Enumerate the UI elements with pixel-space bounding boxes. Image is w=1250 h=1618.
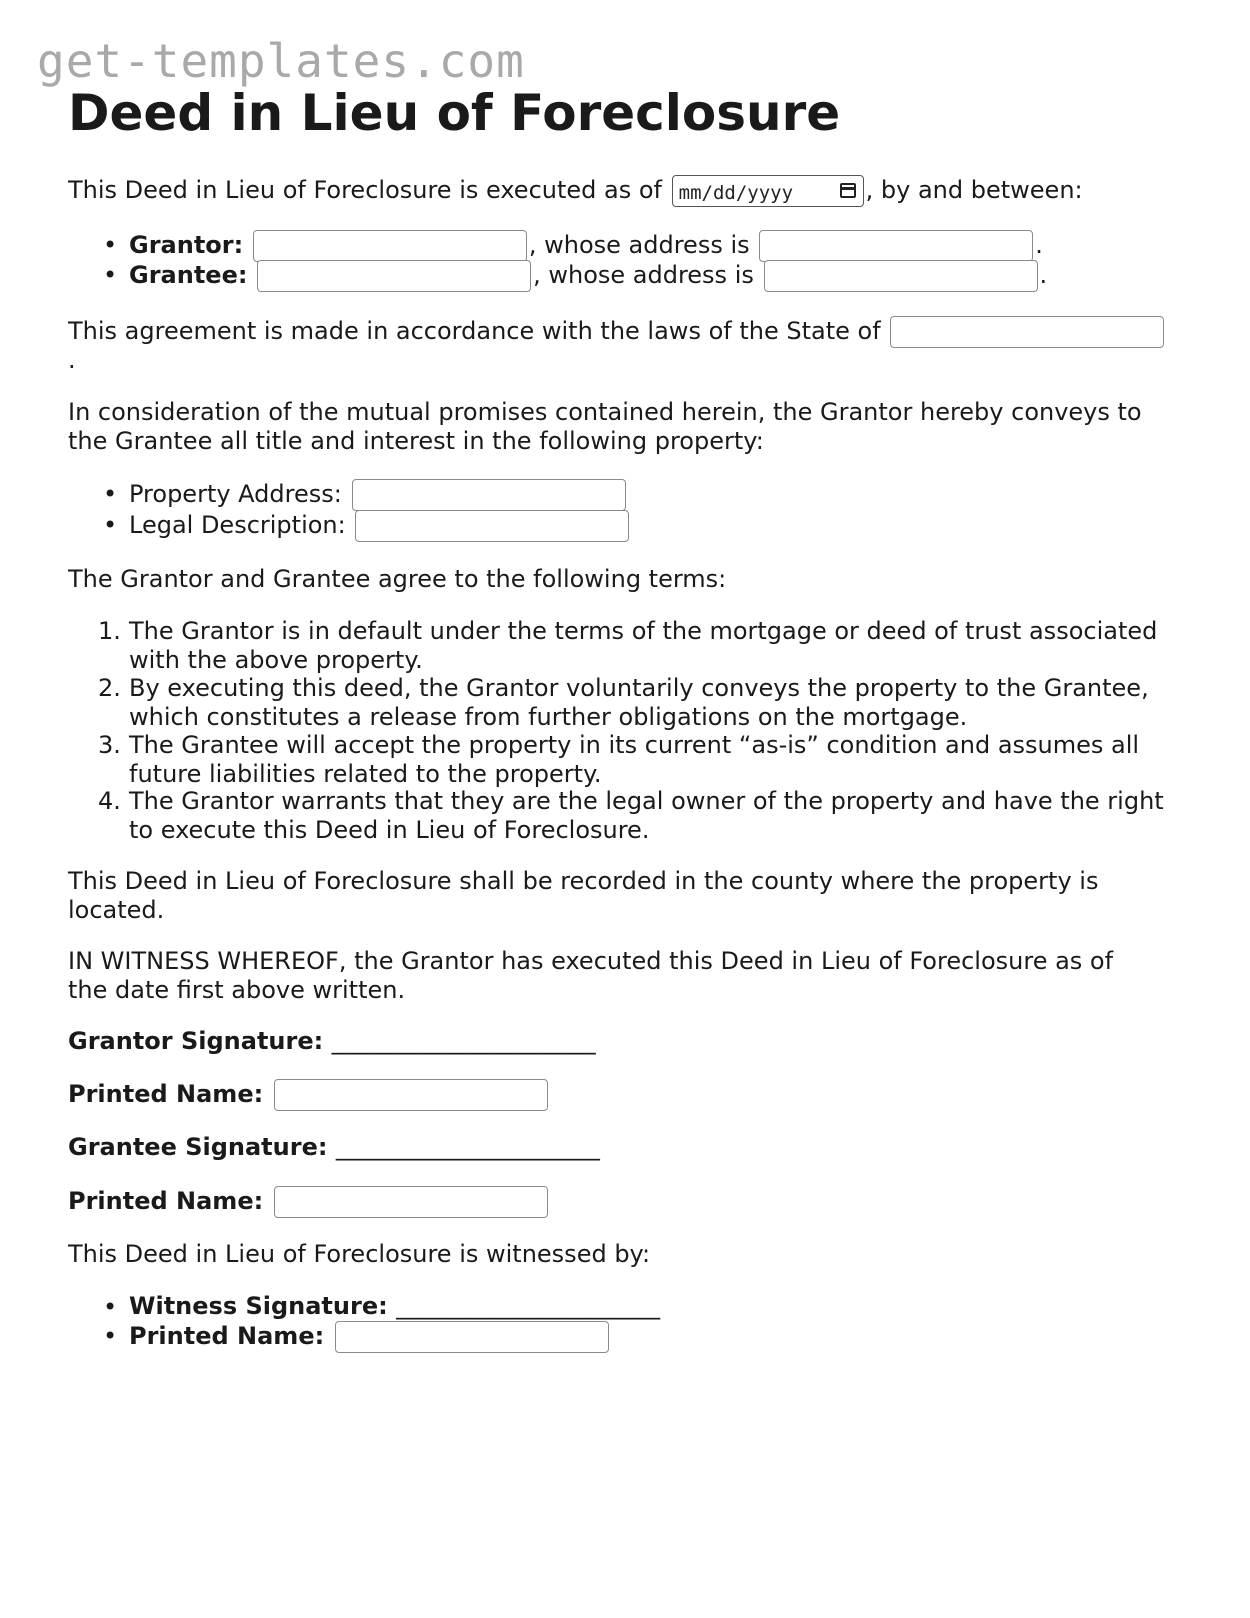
bullet-marker: • xyxy=(103,1322,118,1350)
term-number: 1. xyxy=(98,617,121,645)
bullet-marker: • xyxy=(103,261,118,289)
terms-intro: The Grantor and Grantee agree to the following terms: xyxy=(68,565,727,593)
witness-signature-label: Witness Signature: xyxy=(129,1292,388,1320)
grantee-printed-name-input[interactable] xyxy=(274,1186,548,1218)
witness-printed-name-label: Printed Name: xyxy=(129,1322,325,1350)
grantee-signature-line xyxy=(68,1133,600,1162)
term-number: 4. xyxy=(98,787,121,815)
term-number: 2. xyxy=(98,674,121,702)
grantor-line xyxy=(129,230,1043,262)
grantor-signature-blank[interactable]: ______________________ xyxy=(331,1027,596,1055)
grantor-printed-name-label: Printed Name: xyxy=(68,1080,264,1108)
grantor-end: . xyxy=(1035,231,1043,259)
grantor-signature-line xyxy=(68,1027,596,1056)
property-address-input[interactable] xyxy=(352,479,626,511)
execution-date-input[interactable] xyxy=(672,175,864,207)
watermark: get-templates.com xyxy=(37,34,525,88)
bullet-marker: • xyxy=(103,1293,118,1321)
grantor-signature-label: Grantor Signature: xyxy=(68,1027,324,1055)
intro-suffix: , by and between: xyxy=(865,176,1083,204)
grantor-printed-name-line xyxy=(68,1079,550,1111)
bullet-marker: • xyxy=(103,511,118,539)
state-text: This agreement is made in accordance with the laws of the State of xyxy=(68,317,881,345)
calendar-icon[interactable] xyxy=(840,183,856,198)
legal-description-input[interactable] xyxy=(355,510,629,542)
term-item-2: By executing this deed, the Grantor voluntarily conveys the property to the Grantee, which constitutes a release from further obligations on the mortgage. xyxy=(129,674,1149,731)
intro-text: This Deed in Lieu of Foreclosure is executed as of xyxy=(68,176,662,204)
witnessed-by-text: This Deed in Lieu of Foreclosure is witnessed by: xyxy=(68,1240,651,1268)
grantee-end: . xyxy=(1039,261,1048,289)
state-line xyxy=(68,316,1166,348)
grantee-signature-label: Grantee Signature: xyxy=(68,1133,328,1161)
consideration-paragraph: In consideration of the mutual promises contained herein, the Grantor hereby conveys to the Grantee all title and interest in the following property: xyxy=(68,398,1142,455)
grantor-printed-name-input[interactable] xyxy=(274,1079,548,1111)
bullet-marker: • xyxy=(103,480,118,508)
grantee-line xyxy=(129,260,1047,292)
state-input[interactable] xyxy=(890,316,1164,348)
witness-printed-name-line xyxy=(129,1321,611,1353)
term-item-4: The Grantor warrants that they are the legal owner of the property and have the right to execute this Deed in Lieu of Foreclosure. xyxy=(129,787,1164,844)
grantor-address-input[interactable] xyxy=(759,230,1033,262)
date-placeholder: mm/dd/yyyy xyxy=(678,182,794,204)
property-address-label: Property Address: xyxy=(129,480,342,508)
legal-description-label: Legal Description: xyxy=(129,511,346,539)
grantee-printed-name-label: Printed Name: xyxy=(68,1187,264,1215)
witness-whereof-paragraph: IN WITNESS WHEREOF, the Grantor has executed this Deed in Lieu of Foreclosure as of the date first above written. xyxy=(68,947,1114,1004)
grantee-address-text: , whose address is xyxy=(533,261,754,289)
bullet-marker: • xyxy=(103,231,118,259)
grantor-address-text: , whose address is xyxy=(528,231,750,259)
grantee-label: Grantee: xyxy=(129,261,248,289)
grantee-printed-name-line xyxy=(68,1186,550,1218)
property-address-line xyxy=(129,479,628,511)
term-item-1: The Grantor is in default under the terms of the mortgage or deed of trust associated with the above property. xyxy=(129,617,1158,674)
term-number: 3. xyxy=(98,731,121,759)
witness-signature-line xyxy=(129,1292,660,1321)
legal-description-line xyxy=(129,510,631,542)
grantor-label: Grantor: xyxy=(129,231,244,259)
grantee-signature-blank[interactable]: ______________________ xyxy=(335,1133,600,1161)
recorded-paragraph: This Deed in Lieu of Foreclosure shall be recorded in the county where the property is located. xyxy=(68,867,1099,924)
page-title: Deed in Lieu of Foreclosure xyxy=(68,84,841,142)
term-item-3: The Grantee will accept the property in its current “as-is” condition and assumes all future liabilities related to the property. xyxy=(129,731,1140,788)
grantee-address-input[interactable] xyxy=(764,260,1038,292)
witness-signature-blank[interactable]: ______________________ xyxy=(396,1292,661,1320)
witness-printed-name-input[interactable] xyxy=(335,1321,609,1353)
grantor-name-input[interactable] xyxy=(253,230,527,262)
state-end: . xyxy=(68,346,76,374)
intro-line xyxy=(68,175,1083,207)
grantee-name-input[interactable] xyxy=(257,260,531,292)
